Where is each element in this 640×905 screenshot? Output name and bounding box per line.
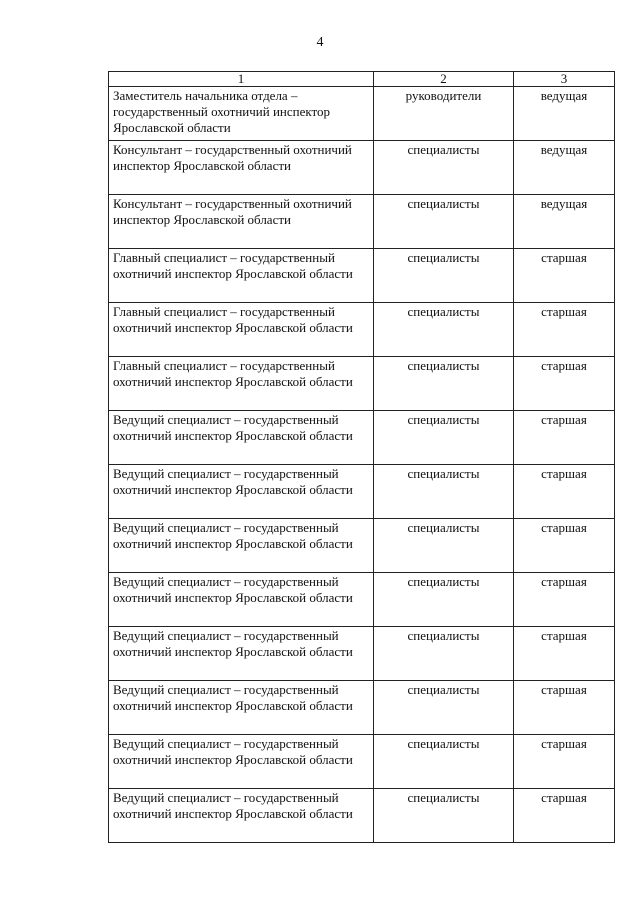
group-cell: старшая xyxy=(514,411,615,465)
table-row xyxy=(109,681,615,735)
table-row xyxy=(109,249,615,303)
category-cell: специалисты xyxy=(374,573,514,627)
table-row xyxy=(109,357,615,411)
page-number: 4 xyxy=(316,35,324,50)
group-cell: старшая xyxy=(514,303,615,357)
position-cell: Консультант – государственный охотничий инспектор Ярославской области xyxy=(109,141,374,195)
category-cell: специалисты xyxy=(374,627,514,681)
position-cell: Главный специалист – государственный охотничий инспектор Ярославской области xyxy=(109,357,374,411)
position-cell: Ведущий специалист – государственный охотничий инспектор Ярославской области xyxy=(109,735,374,789)
table-row xyxy=(109,573,615,627)
table-row xyxy=(109,519,615,573)
position-cell: Заместитель начальника отдела – государственный охотничий инспектор Ярославской области xyxy=(109,87,374,141)
category-cell: специалисты xyxy=(374,411,514,465)
positions-table xyxy=(108,71,615,843)
position-cell: Главный специалист – государственный охотничий инспектор Ярославской области xyxy=(109,303,374,357)
position-cell: Главный специалист – государственный охотничий инспектор Ярославской области xyxy=(109,249,374,303)
category-cell: специалисты xyxy=(374,789,514,843)
group-cell: старшая xyxy=(514,519,615,573)
table-row xyxy=(109,465,615,519)
group-cell: старшая xyxy=(514,357,615,411)
table-row xyxy=(109,87,615,141)
group-cell: старшая xyxy=(514,735,615,789)
position-cell: Консультант – государственный охотничий инспектор Ярославской области xyxy=(109,195,374,249)
group-cell: старшая xyxy=(514,465,615,519)
position-cell: Ведущий специалист – государственный охотничий инспектор Ярославской области xyxy=(109,681,374,735)
position-cell: Ведущий специалист – государственный охотничий инспектор Ярославской области xyxy=(109,519,374,573)
group-cell: старшая xyxy=(514,573,615,627)
position-cell: Ведущий специалист – государственный охотничий инспектор Ярославской области xyxy=(109,411,374,465)
position-cell: Ведущий специалист – государственный охотничий инспектор Ярославской области xyxy=(109,789,374,843)
table-header-row xyxy=(109,72,615,87)
category-cell: специалисты xyxy=(374,519,514,573)
table-row xyxy=(109,735,615,789)
group-cell: ведущая xyxy=(514,87,615,141)
position-cell: Ведущий специалист – государственный охотничий инспектор Ярославской области xyxy=(109,627,374,681)
category-cell: специалисты xyxy=(374,141,514,195)
table-row xyxy=(109,195,615,249)
table-row xyxy=(109,411,615,465)
table-row xyxy=(109,141,615,195)
group-cell: старшая xyxy=(514,789,615,843)
column-header-1: 1 xyxy=(109,72,374,87)
group-cell: старшая xyxy=(514,627,615,681)
group-cell: ведущая xyxy=(514,141,615,195)
category-cell: специалисты xyxy=(374,195,514,249)
group-cell: старшая xyxy=(514,681,615,735)
table-body xyxy=(109,87,615,843)
category-cell: специалисты xyxy=(374,249,514,303)
position-cell: Ведущий специалист – государственный охотничий инспектор Ярославской области xyxy=(109,573,374,627)
column-header-3: 3 xyxy=(514,72,615,87)
group-cell: ведущая xyxy=(514,195,615,249)
group-cell: старшая xyxy=(514,249,615,303)
category-cell: специалисты xyxy=(374,681,514,735)
column-header-2: 2 xyxy=(374,72,514,87)
category-cell: руководители xyxy=(374,87,514,141)
category-cell: специалисты xyxy=(374,465,514,519)
table-row xyxy=(109,303,615,357)
position-cell: Ведущий специалист – государственный охотничий инспектор Ярославской области xyxy=(109,465,374,519)
category-cell: специалисты xyxy=(374,303,514,357)
category-cell: специалисты xyxy=(374,357,514,411)
category-cell: специалисты xyxy=(374,735,514,789)
table-row xyxy=(109,789,615,843)
table-row xyxy=(109,627,615,681)
